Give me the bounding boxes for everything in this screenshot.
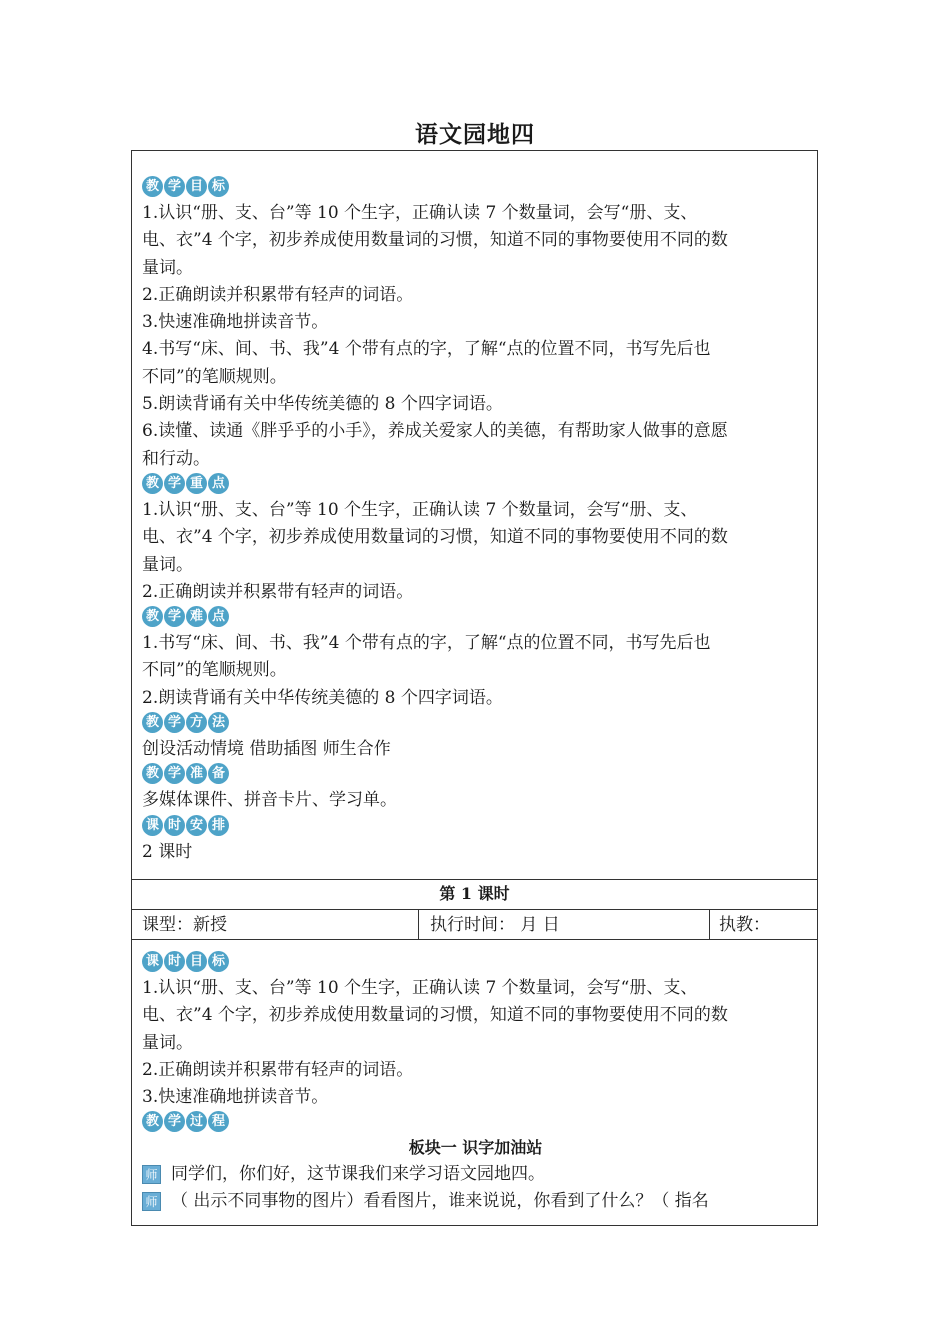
badge-char: 课 <box>142 815 163 836</box>
text-line: 3.快速准确地拼读音节。 <box>142 1087 329 1108</box>
text-line: 2.正确朗读并积累带有轻声的词语。 <box>142 1059 414 1080</box>
text-line: 不同”的笔顺规则。 <box>142 660 287 681</box>
divider <box>709 909 710 939</box>
lesson-header: 第 1 课时 <box>439 884 510 903</box>
text-line: 2.朗读背诵有关中华传统美德的 8 个四字词语。 <box>142 687 503 708</box>
dialogue-text: 同学们，你们好，这节课我们来学习语文园地四。 <box>171 1164 545 1185</box>
difficult-points-list <box>142 630 809 712</box>
dialogue-line <box>142 1188 809 1215</box>
badge-char: 学 <box>164 712 185 733</box>
text-line: 1.认识“册、支、台”等 10 个生字，正确认读 7 个数量词，会写“册、支、 <box>142 499 698 520</box>
text-line: 2.正确朗读并积累带有轻声的词语。 <box>142 284 414 305</box>
dialogue-text: （ 出示不同事物的图片）看看图片，谁来说说，你看到了什么？（ 指名 <box>171 1191 709 1212</box>
text-line: 量词。 <box>142 554 193 575</box>
lesson-teacher: 执教： <box>719 915 770 935</box>
badge-char: 学 <box>164 606 185 627</box>
badge-char: 排 <box>208 815 229 836</box>
badge-char: 教 <box>142 712 163 733</box>
badge-char: 点 <box>208 606 229 627</box>
badge-char: 教 <box>142 473 163 494</box>
badge-char: 目 <box>186 951 207 972</box>
text-line: 1.书写“床、间、书、我”4 个带有点的字，了解“点的位置不同，书写先后也 <box>142 633 711 654</box>
schedule-text: 2 课时 <box>142 841 193 862</box>
text-line: 5.朗读背诵有关中华传统美德的 8 个四字词语。 <box>142 394 503 415</box>
prep-text: 多媒体课件、拼音卡片、学习单。 <box>142 790 397 811</box>
goals-list <box>142 200 809 473</box>
badge-char: 法 <box>208 712 229 733</box>
badge-char: 学 <box>164 473 185 494</box>
badge-char: 过 <box>186 1111 207 1132</box>
badge-char: 备 <box>208 763 229 784</box>
lesson-section <box>142 951 809 1215</box>
text-line: 电、衣”4 个字，初步养成使用数量词的习惯，知道不同的事物要使用不同的数 <box>142 230 728 251</box>
badge-char: 学 <box>164 763 185 784</box>
method-badge <box>142 712 809 733</box>
lesson-type: 课型：新授 <box>142 915 227 935</box>
text-line: 电、衣”4 个字，初步养成使用数量词的习惯，知道不同的事物要使用不同的数 <box>142 1005 728 1026</box>
text-line: 量词。 <box>142 257 193 278</box>
method-text: 创设活动情境 借助插图 师生合作 <box>142 739 391 760</box>
badge-char: 难 <box>186 606 207 627</box>
page-title: 语文园地四 <box>415 121 535 148</box>
badge-char: 课 <box>142 951 163 972</box>
goals-badge <box>142 176 809 197</box>
schedule-badge <box>142 815 809 836</box>
text-line: 3.快速准确地拼读音节。 <box>142 312 329 333</box>
badge-char: 重 <box>186 473 207 494</box>
lesson-goals-badge <box>142 951 809 972</box>
key-points-list <box>142 497 809 606</box>
key-points-badge <box>142 473 809 494</box>
badge-char: 标 <box>208 951 229 972</box>
badge-char: 时 <box>164 951 185 972</box>
badge-char: 学 <box>164 176 185 197</box>
badge-char: 点 <box>208 473 229 494</box>
teacher-label: 师 <box>142 1165 161 1184</box>
badge-char: 时 <box>164 815 185 836</box>
difficult-points-badge <box>142 606 809 627</box>
block-title: 板块一 识字加油站 <box>408 1138 543 1158</box>
text-line: 4.书写“床、间、书、我”4 个带有点的字，了解“点的位置不同，书写先后也 <box>142 339 711 360</box>
dialogue-line <box>142 1161 809 1188</box>
lesson-goals-list <box>142 975 809 1111</box>
badge-char: 准 <box>186 763 207 784</box>
lesson-time: 执行时间： 月 日 <box>430 915 560 935</box>
text-line: 量词。 <box>142 1032 193 1053</box>
badge-char: 学 <box>164 1111 185 1132</box>
process-badge <box>142 1111 809 1132</box>
text-line: 1.认识“册、支、台”等 10 个生字，正确认读 7 个数量词，会写“册、支、 <box>142 978 698 998</box>
divider <box>418 909 419 939</box>
badge-char: 方 <box>186 712 207 733</box>
overview-section <box>142 176 809 866</box>
divider <box>132 909 817 910</box>
prep-badge <box>142 763 809 784</box>
badge-char: 标 <box>208 176 229 197</box>
text-line: 和行动。 <box>142 448 210 469</box>
badge-char: 教 <box>142 176 163 197</box>
text-line: 2.正确朗读并积累带有轻声的词语。 <box>142 581 414 602</box>
badge-char: 教 <box>142 1111 163 1132</box>
badge-char: 程 <box>208 1111 229 1132</box>
teacher-label: 师 <box>142 1192 161 1211</box>
lesson-plan-table <box>131 150 818 1226</box>
text-line: 电、衣”4 个字，初步养成使用数量词的习惯，知道不同的事物要使用不同的数 <box>142 527 728 548</box>
text-line: 6.读懂、读通《胖乎乎的小手》，养成关爱家人的美德，有帮助家人做事的意愿 <box>142 421 728 442</box>
badge-char: 教 <box>142 763 163 784</box>
text-line: 1.认识“册、支、台”等 10 个生字，正确认读 7 个数量词，会写“册、支、 <box>142 203 698 223</box>
divider <box>132 939 817 940</box>
badge-char: 目 <box>186 176 207 197</box>
badge-char: 教 <box>142 606 163 627</box>
text-line: 不同”的笔顺规则。 <box>142 366 287 387</box>
badge-char: 安 <box>186 815 207 836</box>
